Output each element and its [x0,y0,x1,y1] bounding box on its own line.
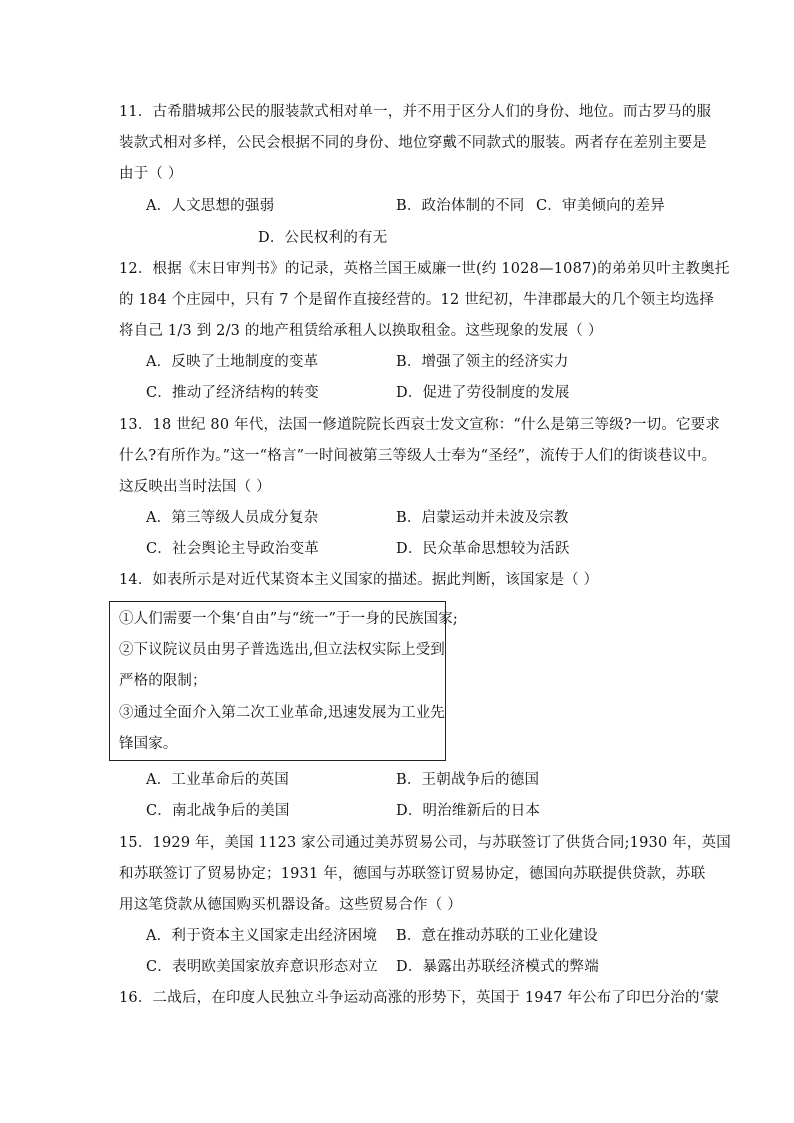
q13-option-b: B．启蒙运动并未波及宗教 [396,510,569,526]
q12-option-c: C．推动了经济结构的转变 [146,385,319,401]
q15-option-a: A．利于资本主义国家走出经济困境 [146,928,378,944]
q12-line-2: 的 184 个庄园中，只有 7 个是留作直接经营的。12 世纪初，牛津郡最大的几个领主均选择 [119,292,715,308]
q11-option-c: C．审美倾向的差异 [536,198,665,214]
q15-line-3: 用这笔贷款从德国购买机器设备。这些贸易合作（ ） [119,897,462,913]
q11-option-d: D．公民权利的有无 [258,230,388,246]
q14-box-line-2: ②下议院议员由男子普选选出,但立法权实际上受到 [119,642,445,658]
q12-option-d: D．促进了劳役制度的发展 [396,385,570,401]
q15-option-d: D．暴露出苏联经济模式的弊端 [396,959,599,975]
q13-line-2: 什么?有所作为。”这一“格言”一时间被第三等级人士奉为“圣经”，流传于人们的街谈巷议中。 [119,448,717,464]
q15-option-b: B．意在推动苏联的工业化建设 [396,928,598,944]
q11-line-2: 装款式相对多样，公民会根据不同的身份、地位穿戴不同款式的服装。两者存在差别主要是 [119,135,707,151]
q13-option-a: A．第三等级人员成分复杂 [146,510,319,526]
q14-box-line-5: 锋国家。 [119,736,178,752]
q11-option-a: A．人文思想的强弱 [146,198,275,214]
q14-option-d: D．明治维新后的日本 [396,803,541,819]
q16-line-1: 16．二战后，在印度人民独立斗争运动高涨的形势下，英国于 1947 年公布了印巴分治的‘蒙 [119,990,720,1006]
q12-line-1: 12．根据《末日审判书》的记录，英格兰国王威廉一世(约 1028—1087)的弟弟贝叶主教奥托 [119,261,730,277]
q14-option-c: C．南北战争后的美国 [146,803,290,819]
q14-material-box [109,601,458,761]
q13-option-c: C．社会舆论主导政治变革 [146,541,319,557]
q15-line-1: 15．1929 年，美国 1123 家公司通过美苏贸易公司，与苏联签订了供货合同;1930 年，英国 [119,835,731,851]
q14-option-b: B．王朝战争后的德国 [396,772,540,788]
q14-line-1: 14．如表所示是对近代某资本主义国家的描述。据此判断，该国家是（ ） [119,572,599,588]
q13-option-d: D．民众革命思想较为活跃 [396,541,570,557]
q14-box-line-3: 严格的限制； [119,673,207,689]
q13-line-3: 这反映出当时法国（ ） [119,479,271,495]
q12-option-a: A．反映了土地制度的变革 [146,354,319,370]
q11-line-3: 由于（ ） [119,166,183,182]
q11-line-1: 11．古希腊城邦公民的服装款式相对单一，并不用于区分人们的身份、地位。而古罗马的服 [119,104,712,120]
q11-option-b: B．政治体制的不同 [396,198,525,214]
q12-option-b: B．增强了领主的经济实力 [396,354,569,370]
q12-line-3: 将自己 1/3 到 2/3 的地产租赁给承租人以换取租金。这些现象的发展（ ） [119,323,603,339]
q14-box-line-1: ①人们需要一个集‘自由”与“统一”于一身的民族国家; [119,611,458,627]
q14-box-line-4: ③通过全面介入第二次工业革命,迅速发展为工业先 [119,705,445,721]
q14-option-a: A．工业革命后的英国 [146,772,289,788]
q15-line-2: 和苏联签订了贸易协定；1931 年，德国与苏联签订贸易协定，德国向苏联提供贷款，苏联 [119,866,706,882]
q15-option-c: C．表明欧美国家放弃意识形态对立 [146,959,378,975]
q13-line-1: 13．18 世纪 80 年代，法国一修道院院长西哀士发文宣称：“什么是第三等级?一切。它要求 [119,417,721,433]
